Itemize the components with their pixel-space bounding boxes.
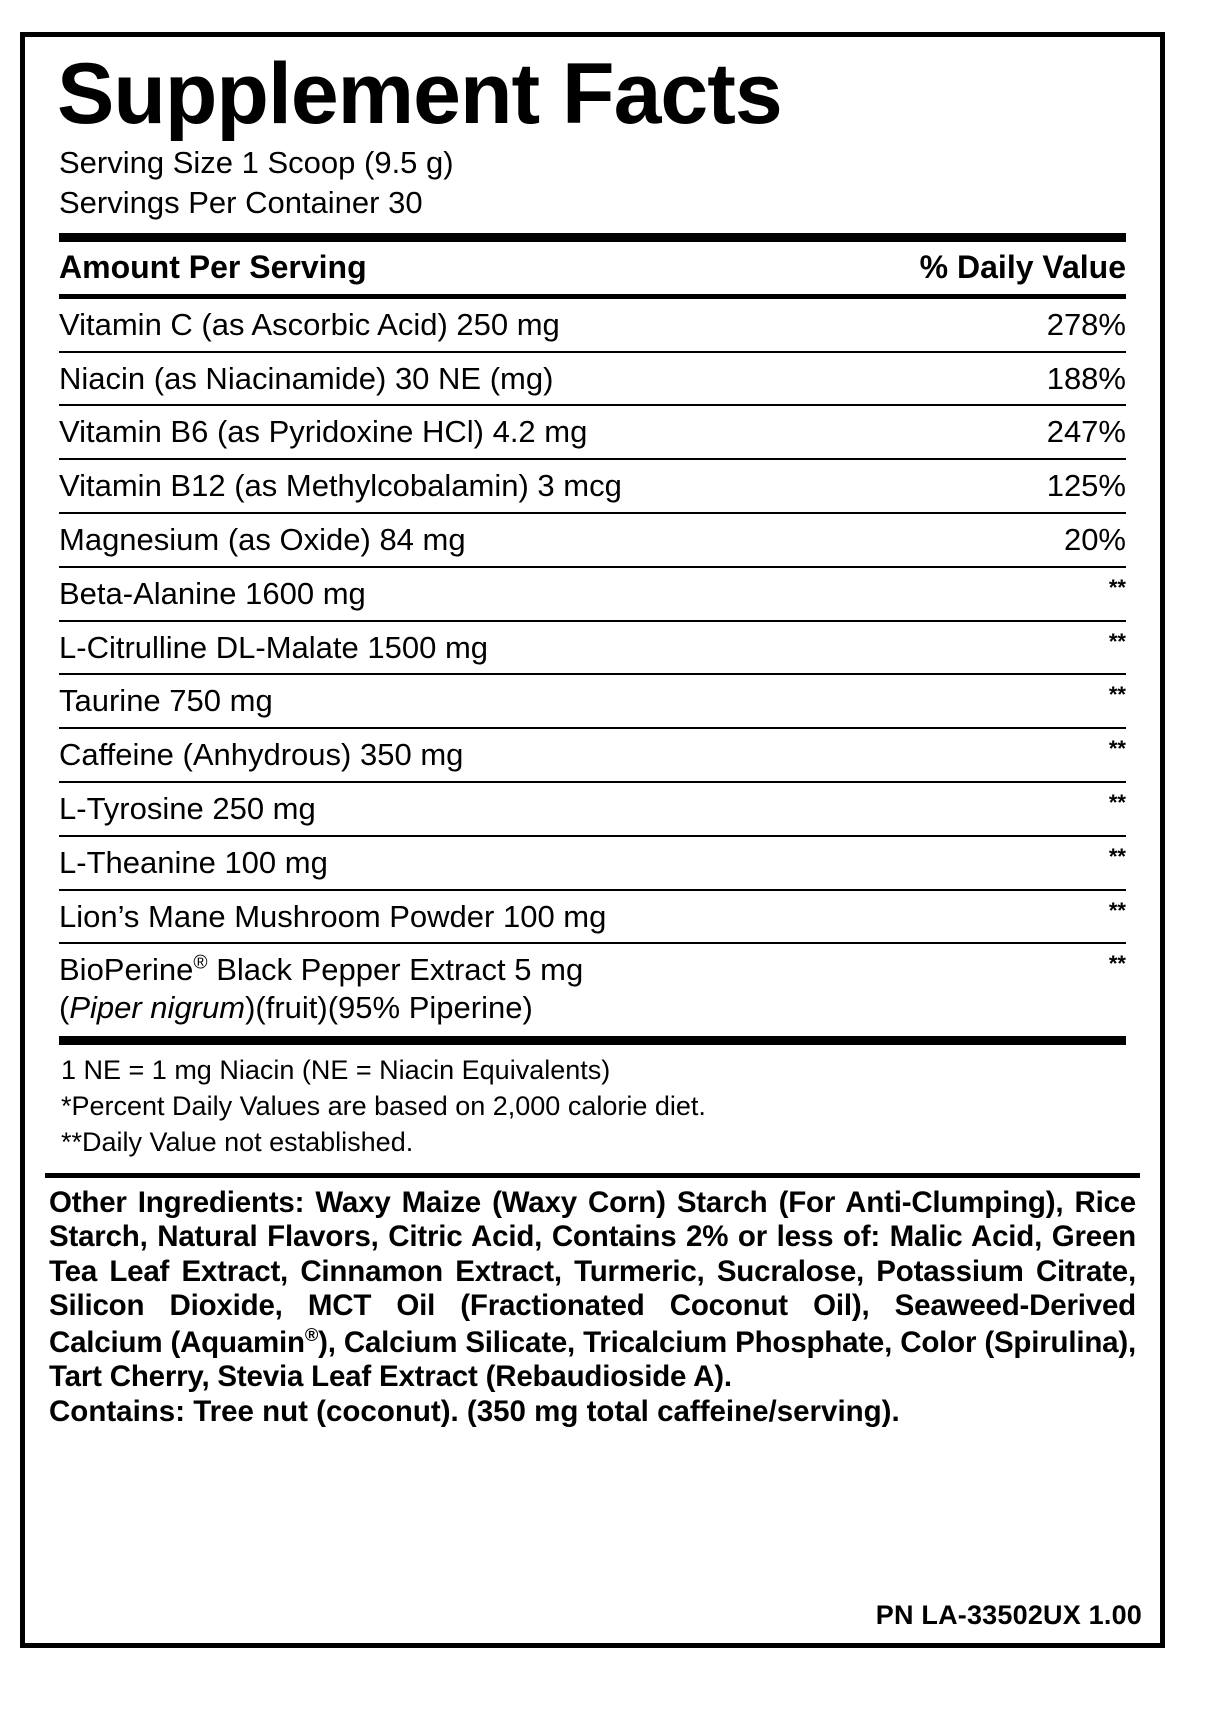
daily-value-header: % Daily Value <box>919 248 1126 285</box>
table-row <box>45 729 1140 781</box>
other-ingredients-body-2: ), Calcium Silicate, Tricalcium Phosphate, Color (Spirulina), Tart Cherry, Stevia Leaf Extract (Rebaudioside A). <box>49 1325 1136 1394</box>
footnote-ne: 1 NE = 1 mg Niacin (NE = Niacin Equivalents) <box>61 1055 611 1086</box>
page-title: Supplement Facts <box>57 46 782 142</box>
nutrient-dv: ** <box>1108 628 1126 654</box>
table-row <box>45 568 1140 620</box>
other-ingredients-body-1: Waxy Maize (Waxy Corn) Starch (For Anti-Clumping), Rice Starch, Natural Flavors, Citric Acid, Contains 2% or less of: Malic Acid, Green Tea Leaf Extract, Cinnamon Extract, Turmeric, Sucralose, Potassium Citrate, Silicon Dioxide, MCT Oil (Fractionated Coconut Oil), Seaweed-Derived Calcium (Aquamin <box>49 1185 1136 1359</box>
nutrient-dv: ** <box>1108 574 1126 600</box>
footnotes <box>61 1053 1126 1161</box>
table-row <box>45 675 1140 727</box>
nutrient-name: Vitamin B12 (as Methylcobalamin) 3 mcg <box>59 468 622 504</box>
table-row-bioperine <box>45 944 1140 1034</box>
supplement-facts-panel <box>20 32 1165 1648</box>
footnote-dv-not-established: **Daily Value not established. <box>61 1126 414 1157</box>
allergen-statement: Contains: Tree nut (coconut). (350 mg total caffeine/serving). <box>49 1394 900 1428</box>
amount-per-serving-header: Amount Per Serving <box>59 248 367 285</box>
footnote-dv-basis: *Percent Daily Values are based on 2,000 calorie diet. <box>61 1091 706 1121</box>
serving-size: Serving Size 1 Scoop (9.5 g) <box>59 144 454 180</box>
botanical-name: Piper nigrum <box>69 990 246 1026</box>
nutrient-dv: ** <box>1108 897 1126 923</box>
table-header-row <box>45 242 1140 294</box>
nutrient-dv: 20% <box>1063 521 1126 557</box>
bioperine-subline <box>59 989 583 1027</box>
paren-open: ( <box>59 990 70 1026</box>
table-row <box>45 406 1140 458</box>
nutrient-name: Magnesium (as Oxide) 84 mg <box>59 521 466 557</box>
nutrient-dv: ** <box>1108 790 1126 816</box>
table-row <box>45 622 1140 674</box>
nutrient-name: L-Tyrosine 250 mg <box>59 791 316 827</box>
nutrient-dv: 188% <box>1046 360 1126 396</box>
nutrient-dv: ** <box>1108 951 1126 977</box>
nutrient-dv: 125% <box>1046 468 1126 504</box>
table-row <box>45 837 1140 889</box>
nutrient-name: Vitamin C (as Ascorbic Acid) 250 mg <box>59 306 560 342</box>
bioperine-label: BioPerine <box>59 952 194 988</box>
table-row <box>45 460 1140 512</box>
registered-mark-icon: ® <box>304 1323 319 1345</box>
bioperine-desc: Black Pepper Extract 5 mg <box>207 952 584 988</box>
registered-mark-icon: ® <box>193 953 208 975</box>
nutrient-dv: ** <box>1108 682 1126 708</box>
nutrient-dv: ** <box>1108 843 1126 869</box>
divider-thick-top <box>59 233 1126 242</box>
nutrient-name: L-Citrulline DL-Malate 1500 mg <box>59 629 489 665</box>
divider-other-ingredients <box>45 1173 1140 1178</box>
nutrient-name: Niacin (as Niacinamide) 30 NE (mg) <box>59 360 554 396</box>
part-number: PN LA-33502UX 1.00 <box>875 1600 1142 1630</box>
servings-per-container: Servings Per Container 30 <box>59 184 423 220</box>
nutrient-dv: 247% <box>1046 414 1126 450</box>
table-row <box>45 783 1140 835</box>
table-row <box>45 891 1140 943</box>
table-row <box>45 299 1140 351</box>
table-row <box>45 353 1140 405</box>
divider-thick-bottom <box>59 1036 1126 1045</box>
nutrient-dv: 278% <box>1046 306 1126 342</box>
bioperine-subline-rest: )(fruit)(95% Piperine) <box>245 990 533 1026</box>
nutrient-name <box>59 951 583 1027</box>
nutrient-name: Beta-Alanine 1600 mg <box>59 575 366 611</box>
nutrient-name: Vitamin B6 (as Pyridoxine HCl) 4.2 mg <box>59 414 588 450</box>
nutrient-dv: ** <box>1108 736 1126 762</box>
nutrient-name: L-Theanine 100 mg <box>59 844 328 880</box>
other-ingredients <box>49 1186 1136 1395</box>
table-row <box>45 514 1140 566</box>
nutrient-name: Caffeine (Anhydrous) 350 mg <box>59 737 464 773</box>
nutrient-name: Taurine 750 mg <box>59 683 273 719</box>
nutrient-name: Lion’s Mane Mushroom Powder 100 mg <box>59 898 607 934</box>
other-ingredients-label: Other Ingredients: <box>49 1185 305 1219</box>
